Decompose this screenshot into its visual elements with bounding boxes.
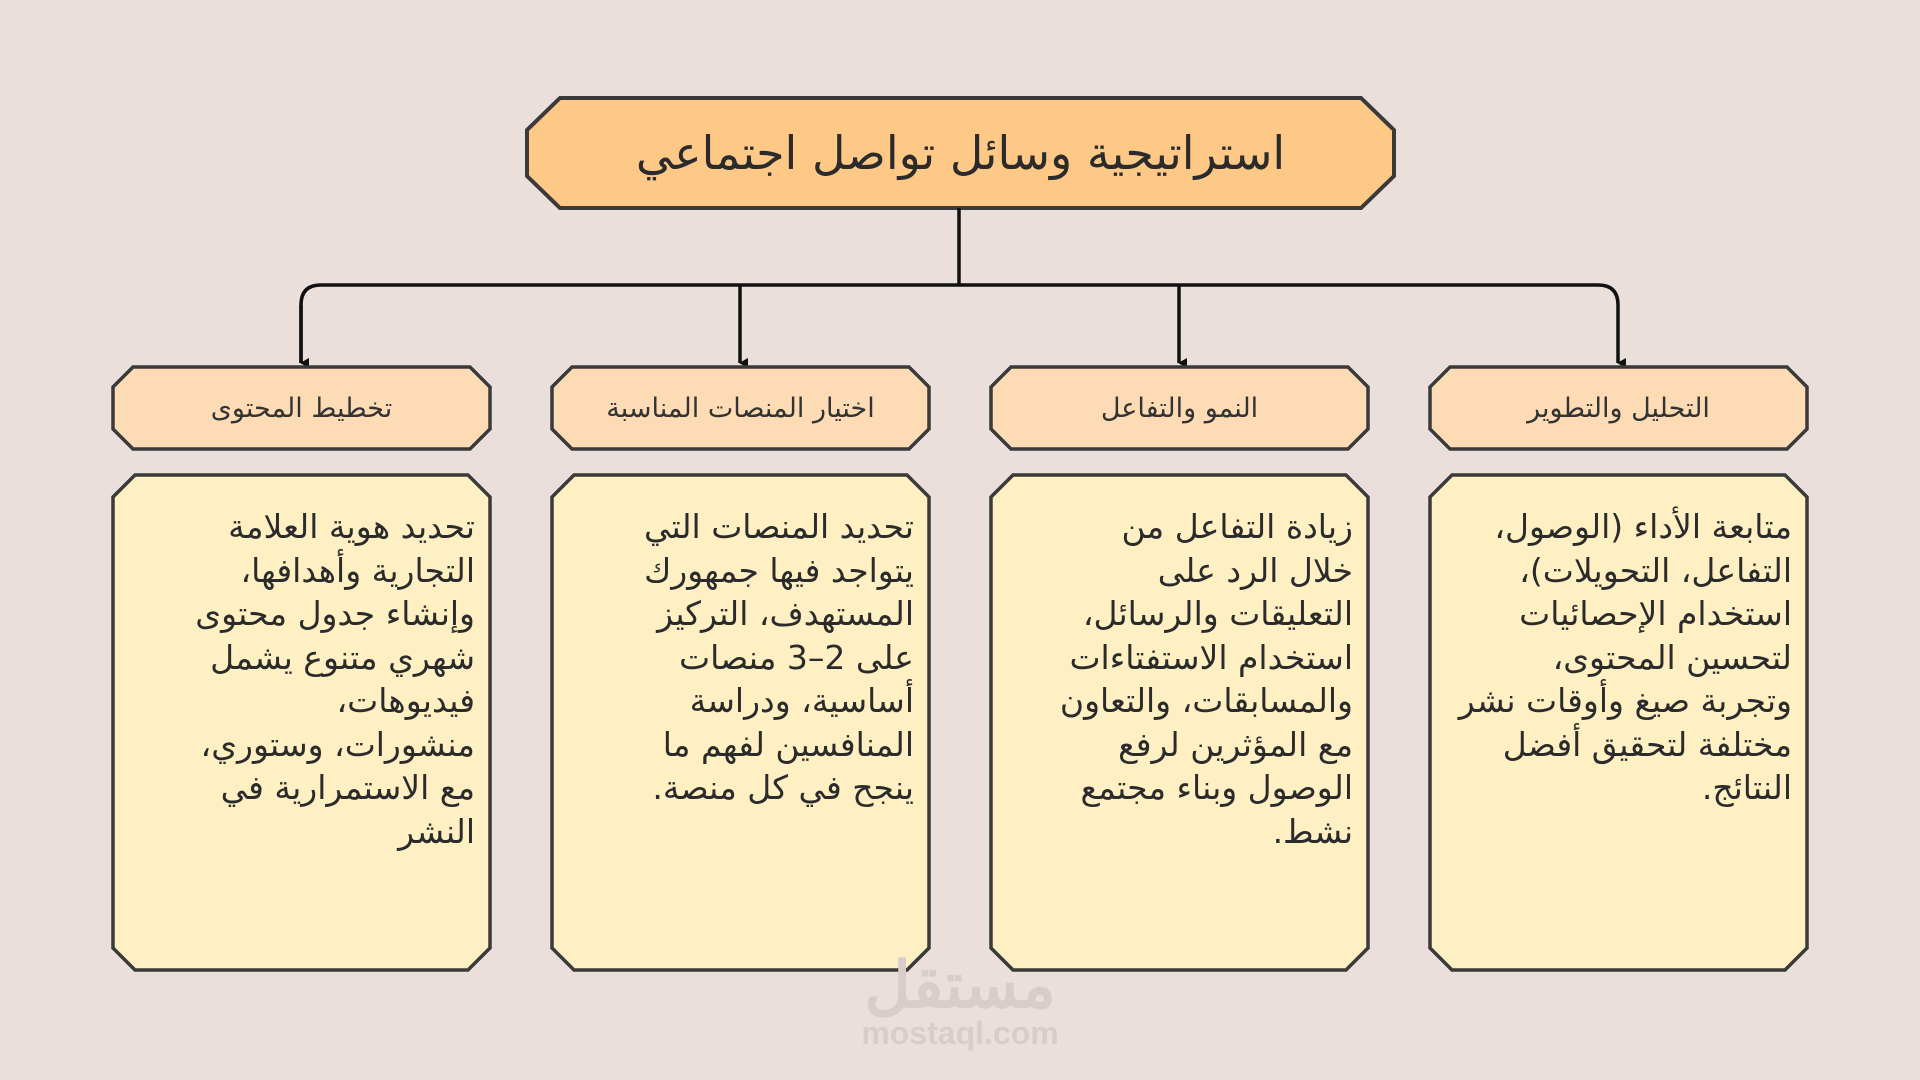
description-line: المنافسين لفهم ما	[662, 724, 914, 764]
branch-description	[135, 505, 475, 853]
description-line: مختلفة لتحقيق أفضل	[1502, 724, 1792, 764]
description-line: أساسية، ودراسة	[689, 681, 914, 720]
branch-description	[1452, 505, 1792, 810]
description-line: نشط.	[1272, 811, 1353, 851]
branch-description	[574, 505, 914, 810]
description-line: لتحسين المحتوى،	[1552, 637, 1792, 677]
description-line: وتجربة صيغ وأوقات نشر	[1458, 681, 1792, 720]
description-line: شهري متنوع يشمل	[210, 637, 475, 677]
description-line: التعليقات والرسائل،	[1082, 594, 1353, 633]
description-line: التفاعل، التحويلات)،	[1519, 550, 1792, 590]
description-line: مع الاستمرارية في	[220, 768, 475, 807]
description-line: النشر	[398, 811, 475, 851]
description-line: استخدام الإحصائيات	[1519, 594, 1792, 633]
description-line: ينجح في كل منصة.	[652, 768, 914, 807]
description-line: يتواجد فيها جمهورك	[644, 550, 914, 590]
description-line: استخدام الاستفتاءات	[1069, 637, 1353, 677]
connector-lines	[301, 208, 1618, 363]
watermark	[840, 949, 1080, 1052]
description-line: تحديد هوية العلامة	[228, 507, 475, 546]
description-line: مع المؤثرين لرفع	[1118, 724, 1353, 764]
description-line: متابعة الأداء (الوصول،	[1494, 507, 1792, 546]
branch-header: النمو والتفاعل	[1100, 392, 1259, 424]
diagram-title: استراتيجية وسائل تواصل اجتماعي	[635, 126, 1286, 180]
branch-header: تخطيط المحتوى	[210, 392, 393, 424]
description-line: زيادة التفاعل من	[1121, 507, 1353, 546]
watermark-latin: mostaql.com	[861, 1015, 1059, 1051]
branch-description	[1013, 505, 1353, 853]
description-line: والمسابقات، والتعاون	[1059, 681, 1353, 720]
description-line: خلال الرد على	[1157, 550, 1353, 590]
description-line: النتائج.	[1701, 768, 1792, 807]
watermark-arabic: مستقل	[864, 949, 1056, 1021]
description-line: التجارية وأهدافها،	[240, 550, 475, 590]
description-line: فيديوهات،	[336, 681, 475, 720]
branch-header: اختيار المنصات المناسبة	[606, 392, 875, 424]
branch-header: التحليل والتطوير	[1527, 392, 1710, 424]
description-line: تحديد المنصات التي	[644, 507, 914, 546]
description-line: على 2–3 منصات	[679, 637, 914, 677]
description-line: المستهدف، التركيز	[657, 594, 914, 633]
description-line: منشورات، وستوري،	[200, 724, 475, 764]
description-line: الوصول وبناء مجتمع	[1080, 768, 1353, 807]
description-line: وإنشاء جدول محتوى	[195, 594, 475, 633]
